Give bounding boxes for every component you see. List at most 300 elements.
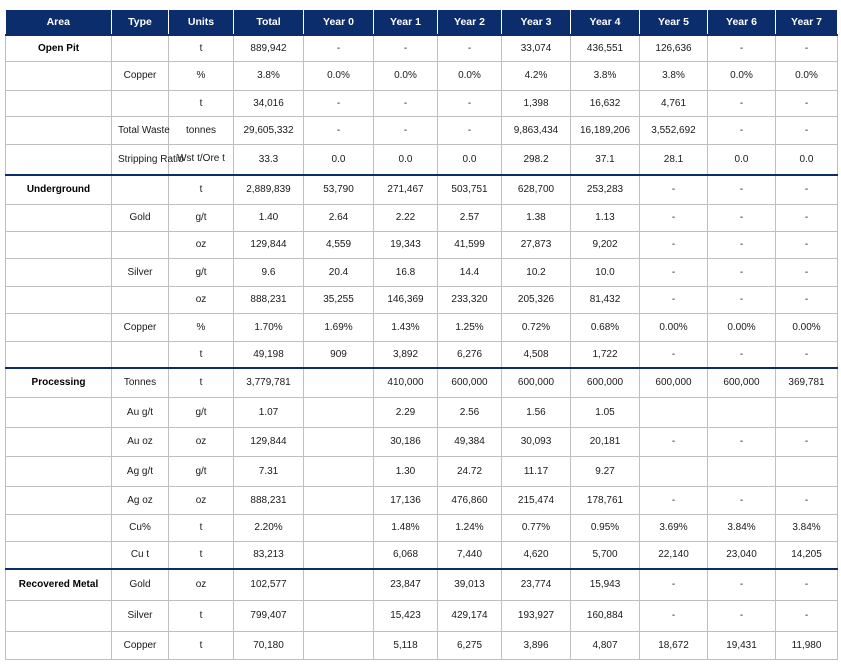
year-cell: 20.4 [304,258,374,286]
column-header: Year 4 [571,10,640,35]
year-cell [304,368,374,397]
year-cell [640,456,708,486]
units-cell: oz [169,427,234,456]
year-cell: 10.2 [502,258,571,286]
area-cell: Recovered Metal [6,569,112,600]
year-cell: - [708,204,776,231]
year-cell: 7,440 [438,541,502,569]
area-cell [6,541,112,569]
total-cell: 3.8% [234,61,304,90]
year-cell: 6,275 [438,631,502,659]
year-cell: - [776,286,838,313]
year-cell: - [640,427,708,456]
year-cell: 0.0% [776,61,838,90]
year-cell: 1,398 [502,90,571,116]
year-cell: - [708,35,776,61]
year-cell: 476,860 [438,486,502,514]
units-cell: t [169,35,234,61]
column-header: Year 0 [304,10,374,35]
units-cell: t [169,600,234,631]
year-cell: 11,980 [776,631,838,659]
year-cell: 909 [304,341,374,368]
type-cell [112,341,169,368]
year-cell: 16,189,206 [571,116,640,144]
year-cell: 628,700 [502,175,571,204]
year-cell: 19,431 [708,631,776,659]
year-cell: - [776,116,838,144]
area-cell [6,514,112,541]
year-cell: 23,774 [502,569,571,600]
area-cell [6,456,112,486]
type-cell: Tonnes [112,368,169,397]
total-cell: 129,844 [234,427,304,456]
year-cell [304,456,374,486]
type-cell: Ag g/t [112,456,169,486]
year-cell: 429,174 [438,600,502,631]
table-row [6,456,838,486]
year-cell: - [776,600,838,631]
table-row [6,486,838,514]
year-cell: 1,722 [571,341,640,368]
year-cell: 600,000 [502,368,571,397]
units-cell: g/t [169,456,234,486]
year-cell: 15,943 [571,569,640,600]
total-cell: 83,213 [234,541,304,569]
year-cell: 1.24% [438,514,502,541]
year-cell [304,486,374,514]
year-cell: 27,873 [502,231,571,258]
table-row [6,35,838,61]
type-cell: Cu% [112,514,169,541]
year-cell: 22,140 [640,541,708,569]
year-cell: 9,202 [571,231,640,258]
column-header: Year 1 [374,10,438,35]
units-cell: g/t [169,258,234,286]
total-cell: 1.40 [234,204,304,231]
table-row [6,541,838,569]
year-cell: 4,807 [571,631,640,659]
table-row [6,397,838,427]
year-cell: 24.72 [438,456,502,486]
units-cell: t [169,90,234,116]
year-cell: 2.64 [304,204,374,231]
total-cell: 2,889,839 [234,175,304,204]
total-cell: 29,605,332 [234,116,304,144]
year-cell: 18,672 [640,631,708,659]
year-cell: - [708,600,776,631]
type-cell: Copper [112,631,169,659]
table-row [6,569,838,600]
year-cell: 271,467 [374,175,438,204]
year-cell: 160,884 [571,600,640,631]
year-cell: 410,000 [374,368,438,397]
year-cell: - [708,116,776,144]
units-cell: t [169,541,234,569]
year-cell: 16.8 [374,258,438,286]
year-cell: 4.2% [502,61,571,90]
year-cell [304,631,374,659]
total-cell: 7.31 [234,456,304,486]
type-cell: Copper [112,61,169,90]
year-cell [708,397,776,427]
area-cell [6,427,112,456]
year-cell: - [438,116,502,144]
total-cell: 70,180 [234,631,304,659]
year-cell: 49,384 [438,427,502,456]
year-cell [304,569,374,600]
table-row [6,61,838,90]
area-cell: Underground [6,175,112,204]
year-cell: 253,283 [571,175,640,204]
year-cell: 1.05 [571,397,640,427]
year-cell: 53,790 [304,175,374,204]
year-cell: 3.84% [776,514,838,541]
total-cell: 129,844 [234,231,304,258]
year-cell: 233,320 [438,286,502,313]
total-cell: 1.07 [234,397,304,427]
year-cell: 0.0% [374,61,438,90]
year-cell: - [776,175,838,204]
year-cell: - [374,90,438,116]
table-body [6,35,838,659]
total-cell: 799,407 [234,600,304,631]
column-header: Year 5 [640,10,708,35]
year-cell: - [708,569,776,600]
table-row [6,175,838,204]
column-header: Year 7 [776,10,838,35]
year-cell: 178,761 [571,486,640,514]
area-cell: Open Pit [6,35,112,61]
type-cell [112,90,169,116]
year-cell: 1.13 [571,204,640,231]
year-cell: - [374,116,438,144]
year-cell: 0.68% [571,313,640,341]
year-cell: 81,432 [571,286,640,313]
total-cell: 1.70% [234,313,304,341]
total-cell: 102,577 [234,569,304,600]
total-cell: 9.6 [234,258,304,286]
type-cell: Copper [112,313,169,341]
type-cell: Cu t [112,541,169,569]
table-row [6,368,838,397]
type-cell [112,35,169,61]
area-cell [6,600,112,631]
year-cell: 0.00% [708,313,776,341]
area-cell [6,486,112,514]
year-cell: - [776,90,838,116]
table-row [6,144,838,175]
total-cell: 34,016 [234,90,304,116]
units-cell: t [169,514,234,541]
year-cell: 17,136 [374,486,438,514]
year-cell: 3,896 [502,631,571,659]
units-cell: % [169,313,234,341]
year-cell: 23,040 [708,541,776,569]
year-cell: 14,205 [776,541,838,569]
year-cell: 0.0 [776,144,838,175]
year-cell: 10.0 [571,258,640,286]
year-cell: 0.0 [374,144,438,175]
year-cell: - [374,35,438,61]
type-cell: Au g/t [112,397,169,427]
year-cell: 9,863,434 [502,116,571,144]
year-cell: - [708,286,776,313]
units-cell: oz [169,486,234,514]
type-cell: Silver [112,600,169,631]
year-cell: 146,369 [374,286,438,313]
year-cell: 2.57 [438,204,502,231]
year-cell: 600,000 [708,368,776,397]
year-cell [304,397,374,427]
year-cell: - [640,600,708,631]
year-cell: 35,255 [304,286,374,313]
year-cell: - [640,286,708,313]
year-cell: 3.84% [708,514,776,541]
year-cell: 5,118 [374,631,438,659]
year-cell: 4,508 [502,341,571,368]
year-cell: 39,013 [438,569,502,600]
year-cell: - [304,35,374,61]
table-row [6,231,838,258]
year-cell: 41,599 [438,231,502,258]
year-cell: 6,276 [438,341,502,368]
year-cell: - [708,90,776,116]
area-cell [6,397,112,427]
year-cell: - [708,427,776,456]
year-cell: 1.38 [502,204,571,231]
year-cell: 1.43% [374,313,438,341]
year-cell: 0.0% [708,61,776,90]
year-cell: - [438,35,502,61]
total-cell: 49,198 [234,341,304,368]
year-cell: 28.1 [640,144,708,175]
year-cell: 1.25% [438,313,502,341]
year-cell: 3.8% [640,61,708,90]
units-cell: % [169,61,234,90]
column-header: Area [6,10,112,35]
year-cell: 0.72% [502,313,571,341]
year-cell: - [776,427,838,456]
year-cell: - [640,175,708,204]
type-cell [112,286,169,313]
year-cell: 436,551 [571,35,640,61]
table-row [6,204,838,231]
year-cell: - [776,258,838,286]
area-cell [6,341,112,368]
year-cell [776,456,838,486]
year-cell: - [776,569,838,600]
year-cell: 4,559 [304,231,374,258]
table-row [6,600,838,631]
year-cell: 30,093 [502,427,571,456]
units-cell: Wst t/Ore t [169,144,234,175]
year-cell: 2.29 [374,397,438,427]
units-cell: t [169,368,234,397]
production-table [5,10,838,660]
type-cell: Ag oz [112,486,169,514]
table-row [6,313,838,341]
type-cell [112,231,169,258]
year-cell: - [304,90,374,116]
year-cell: 3.69% [640,514,708,541]
area-cell [6,144,112,175]
area-cell [6,631,112,659]
table-row [6,286,838,313]
year-cell: - [708,231,776,258]
year-cell [304,600,374,631]
year-cell: 298.2 [502,144,571,175]
table-row [6,427,838,456]
year-cell: 0.00% [776,313,838,341]
year-cell: 9.27 [571,456,640,486]
year-cell: 2.56 [438,397,502,427]
year-cell: - [640,569,708,600]
year-cell: 193,927 [502,600,571,631]
table-row [6,631,838,659]
total-cell: 2.20% [234,514,304,541]
year-cell: 4,761 [640,90,708,116]
year-cell: 15,423 [374,600,438,631]
table-row [6,341,838,368]
column-header: Total [234,10,304,35]
units-cell: t [169,631,234,659]
table-row [6,90,838,116]
year-cell: 30,186 [374,427,438,456]
year-cell: 0.0 [438,144,502,175]
units-cell: tonnes [169,116,234,144]
year-cell [776,397,838,427]
type-cell: Gold [112,569,169,600]
year-cell: - [708,341,776,368]
year-cell: 33,074 [502,35,571,61]
year-cell: - [640,258,708,286]
type-cell: Au oz [112,427,169,456]
year-cell [304,427,374,456]
column-header: Type [112,10,169,35]
year-cell: 3,892 [374,341,438,368]
year-cell: 0.77% [502,514,571,541]
year-cell: 0.00% [640,313,708,341]
header-row [6,10,838,35]
year-cell: 600,000 [571,368,640,397]
area-cell: Processing [6,368,112,397]
column-header: Year 6 [708,10,776,35]
year-cell: - [640,486,708,514]
year-cell: 20,181 [571,427,640,456]
year-cell: 16,632 [571,90,640,116]
year-cell: - [304,116,374,144]
year-cell: 1.56 [502,397,571,427]
column-header: Units [169,10,234,35]
year-cell [304,514,374,541]
year-cell: 2.22 [374,204,438,231]
year-cell [708,456,776,486]
year-cell: - [708,486,776,514]
year-cell: 14.4 [438,258,502,286]
area-cell [6,90,112,116]
type-cell [112,175,169,204]
year-cell: 1.30 [374,456,438,486]
year-cell: 369,781 [776,368,838,397]
area-cell [6,258,112,286]
year-cell: 6,068 [374,541,438,569]
year-cell: - [708,175,776,204]
type-cell: Gold [112,204,169,231]
year-cell: 600,000 [438,368,502,397]
total-cell: 888,231 [234,486,304,514]
units-cell: t [169,341,234,368]
year-cell: 3,552,692 [640,116,708,144]
year-cell: - [776,204,838,231]
year-cell: 503,751 [438,175,502,204]
year-cell: - [776,35,838,61]
type-cell: Stripping Ratio [112,144,169,175]
area-cell [6,116,112,144]
year-cell: 215,474 [502,486,571,514]
units-cell: g/t [169,397,234,427]
year-cell: 0.0% [438,61,502,90]
year-cell: 1.48% [374,514,438,541]
year-cell: 1.69% [304,313,374,341]
units-cell: oz [169,569,234,600]
year-cell: 205,326 [502,286,571,313]
year-cell: 19,343 [374,231,438,258]
area-cell [6,313,112,341]
units-cell: t [169,175,234,204]
year-cell: 11.17 [502,456,571,486]
table-row [6,116,838,144]
year-cell: - [640,204,708,231]
total-cell: 3,779,781 [234,368,304,397]
table-row [6,258,838,286]
year-cell: 3.8% [571,61,640,90]
year-cell: 0.95% [571,514,640,541]
year-cell: - [776,231,838,258]
year-cell: 4,620 [502,541,571,569]
year-cell: - [640,341,708,368]
year-cell: 0.0% [304,61,374,90]
year-cell: - [640,231,708,258]
year-cell: 0.0 [708,144,776,175]
area-cell [6,231,112,258]
total-cell: 888,231 [234,286,304,313]
table-row [6,514,838,541]
year-cell: - [776,486,838,514]
type-cell: Silver [112,258,169,286]
area-cell [6,286,112,313]
year-cell: 0.0 [304,144,374,175]
year-cell [304,541,374,569]
year-cell: - [438,90,502,116]
total-cell: 33.3 [234,144,304,175]
column-header: Year 2 [438,10,502,35]
area-cell [6,204,112,231]
units-cell: oz [169,231,234,258]
type-cell: Total Waste [112,116,169,144]
year-cell: - [708,258,776,286]
area-cell [6,61,112,90]
year-cell: - [776,341,838,368]
total-cell: 889,942 [234,35,304,61]
column-header: Year 3 [502,10,571,35]
year-cell: 600,000 [640,368,708,397]
units-cell: g/t [169,204,234,231]
year-cell: 126,636 [640,35,708,61]
year-cell: 23,847 [374,569,438,600]
year-cell: 5,700 [571,541,640,569]
year-cell [640,397,708,427]
year-cell: 37.1 [571,144,640,175]
